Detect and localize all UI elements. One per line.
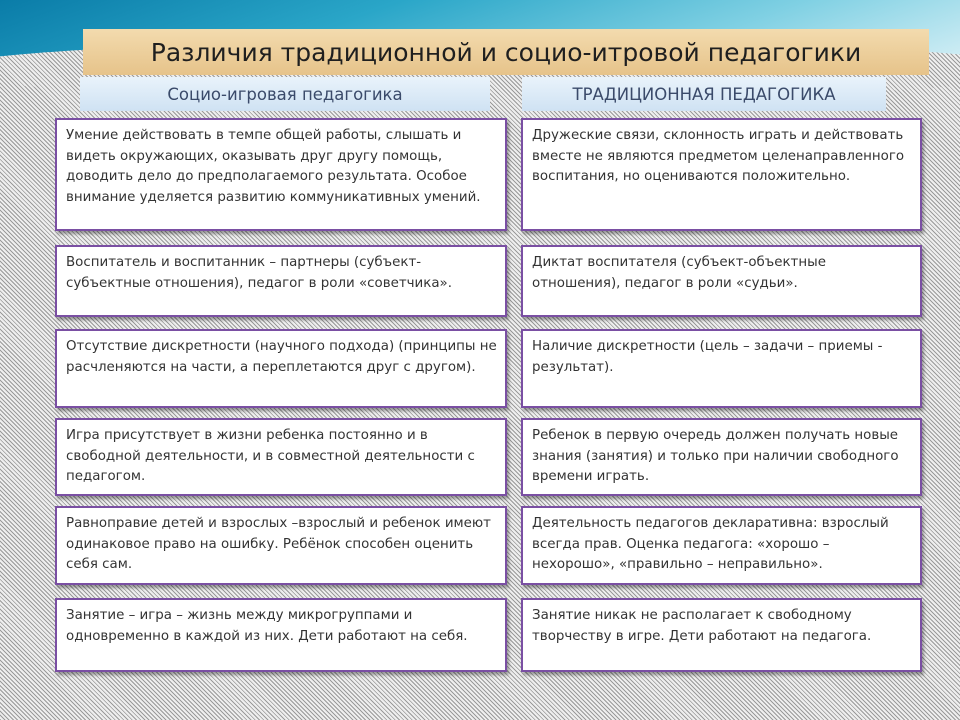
comparison-card-traditional-2: Диктат воспитателя (субъект-объектные отношения), педагог в роли «судьи». (521, 245, 922, 317)
comparison-card-traditional-3: Наличие дискретности (цель – задачи – приемы - результат). (521, 329, 922, 408)
comparison-card-socio-3: Отсутствие дискретности (научного подхода) (принципы не расчленяются на части, а переплетаются друг с другом). (55, 329, 507, 408)
comparison-card-traditional-5: Деятельность педагогов декларативна: взрослый всегда прав. Оценка педагога: «хорошо – нехорошо», «правильно – неправильно». (521, 506, 922, 585)
comparison-card-socio-2: Воспитатель и воспитанник – партнеры (субъект-субъектные отношения), педагог в роли «советчика». (55, 245, 507, 317)
comparison-card-traditional-1: Дружеские связи, склонность играть и действовать вместе не являются предметом целенаправленного воспитания, но оцениваются положительно. (521, 118, 922, 231)
column-header-traditional: ТРАДИЦИОННАЯ ПЕДАГОГИКА (522, 77, 886, 111)
slide-title: Различия традиционной и социо-итровой педагогики (83, 29, 929, 75)
column-header-socio-game: Социо-игровая педагогика (80, 77, 490, 111)
comparison-card-traditional-6: Занятие никак не располагает к свободному творчеству в игре. Дети работают на педагога. (521, 598, 922, 672)
comparison-card-socio-6: Занятие – игра – жизнь между микрогруппами и одновременно в каждой из них. Дети работают на себя. (55, 598, 507, 672)
comparison-card-socio-5: Равноправие детей и взрослых –взрослый и ребенок имеют одинаковое право на ошибку. Ребёнок способен оценить себя сам. (55, 506, 507, 585)
comparison-card-traditional-4: Ребенок в первую очередь должен получать новые знания (занятия) и только при наличии свободного времени играть. (521, 418, 922, 496)
comparison-card-socio-4: Игра присутствует в жизни ребенка постоянно и в свободной деятельности, и в совместной деятельности с педагогом. (55, 418, 507, 496)
comparison-card-socio-1: Умение действовать в темпе общей работы, слышать и видеть окружающих, оказывать друг другу помощь, доводить дело до предполагаемого результата. Особое внимание уделяется развитию коммуникативных умений. (55, 118, 507, 231)
